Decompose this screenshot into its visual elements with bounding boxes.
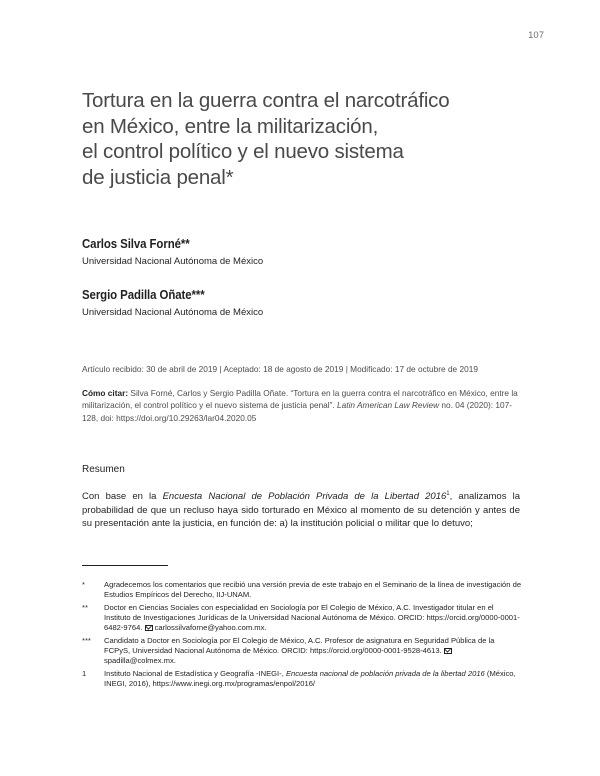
title-line: en México, entre la militarización, [82, 114, 379, 138]
footnotes [82, 580, 522, 692]
page-number: 107 [528, 30, 544, 41]
footnote-email[interactable]: carlossilvaforne@yahoo.com.mx. [154, 623, 267, 633]
footnote [82, 669, 522, 689]
author-name: Carlos Silva Forné** [82, 236, 190, 251]
footnote [82, 636, 522, 667]
mail-icon [145, 625, 153, 631]
abstract-heading: Resumen [82, 464, 125, 475]
title-line: el control político y el nuevo sistema [82, 140, 404, 164]
author-affiliation: Universidad Nacional Autónoma de México [82, 307, 264, 318]
author-name: Sergio Padilla Oñate*** [82, 287, 205, 302]
citation-journal: Latin American Law Review [337, 400, 440, 411]
footnote-text: Doctor en Ciencias Sociales con especialidad en Sociología por El Colegio de México, A.C. Investigador titular en el Instituto de Investigaciones Jurídicas de la Universidad Nacional Autónoma de México. ORCID: https://orcid.org/0000-0001-6482-9764. [104, 602, 520, 633]
footnote-mark: *** [82, 636, 91, 646]
footnote [82, 580, 522, 600]
footnote-text: Agradecemos los comentarios que recibió una versión previa de este trabajo en el Seminario de la línea de investigación de Estudios Empíricos del Derecho, IIJ-UNAM. [104, 580, 522, 600]
footnote-ref: 1 [446, 491, 450, 497]
abstract-survey-title: Encuesta Nacional de Población Privada de la Libertad 2016 [162, 491, 447, 503]
how-to-cite [82, 387, 522, 424]
footnote-survey-title: Encuesta nacional de población privada de la libertad 2016 [285, 669, 485, 679]
footnote-text: Instituto Nacional de Estadística y Geografía -INEGI-, [104, 669, 284, 679]
abstract-paragraph [82, 488, 520, 530]
article-title [82, 88, 552, 190]
footnote-divider [82, 565, 168, 566]
citation-text: Silva Forné, Carlos y Sergio Padilla Oñate. “Tortura en la guerra contra el narcotráfico en México, entre la militarización, el control político y el nuevo sistema de justicia penal”. [82, 388, 518, 411]
footnote [82, 603, 522, 634]
title-line: de justicia penal* [82, 165, 234, 189]
footnote-email[interactable]: spadilla@colmex.mx. [104, 656, 176, 666]
abstract-text: , analizamos la probabilidad de que un recluso haya sido torturado en México al momento de su detención y antes de su presentación ante la justicia, en función de: a) la institución policial o militar que lo detuvo; [82, 491, 521, 529]
mail-icon [444, 648, 452, 654]
citation-label: Cómo citar: [82, 388, 129, 398]
footnote-mark: 1 [82, 669, 87, 679]
article-dates: Artículo recibido: 30 de abril de 2019 | Aceptado: 18 de agosto de 2019 | Modificado: 17 de octubre de 2019 [82, 364, 478, 374]
footnote-mark: * [82, 580, 85, 589]
author-affiliation: Universidad Nacional Autónoma de México [82, 256, 264, 267]
footnote-text: (México, INEGI, 2016), https://www.inegi.org.mx/programas/enpol/2016/ [104, 669, 516, 689]
abstract-text: Con base en la [82, 491, 157, 503]
footnote-text: Candidato a Doctor en Sociología por El Colegio de México, A.C. Profesor de asignatura en Seguridad Pública de la FCPyS, Universidad Nacional Autónoma de México. ORCID: https://orcid.org/0000-0001-9528-4613. [104, 636, 495, 656]
title-line: Tortura en la guerra contra el narcotráfico [82, 89, 450, 112]
footnote-mark: ** [82, 602, 88, 612]
citation-text: no. 04 (2020): 107-128, doi: https://doi.org/10.29263/lar04.2020.05 [82, 400, 512, 423]
